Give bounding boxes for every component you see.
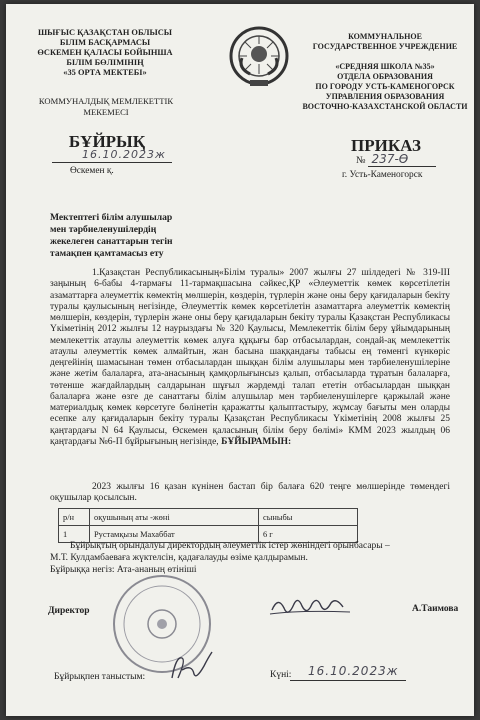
- city-russian: г. Усть-Каменогорск: [342, 170, 423, 180]
- org-line: ПО ГОРОДУ УСТЬ-КАМЕНОГОРСК: [315, 82, 455, 91]
- doc-title-russian: ПРИКАЗ: [351, 136, 421, 155]
- order-number: [356, 152, 408, 166]
- cell-name: Рустамқызы Махаббат: [90, 526, 259, 543]
- tail-line: М.Т. Кулдамбаеваға жүктелсін, қадағалауды өзіме қалдырамын.: [50, 553, 308, 563]
- director-signature: [268, 592, 358, 620]
- org-line: [302, 52, 468, 62]
- date-underline-bottom: [290, 680, 406, 681]
- col-header-no: р/н: [59, 509, 90, 526]
- subject-line: жекелеген санаттарын тегін: [50, 236, 173, 247]
- acknowledged-label: Бұйрықпен таныстым:: [54, 672, 146, 682]
- city-kazakh: Өскемен қ.: [70, 166, 114, 176]
- subject-line: тамақпен қамтамасыз ету: [50, 248, 164, 259]
- org-line: ГОСУДАРСТВЕННОЕ УЧРЕЖДЕНИЕ: [312, 42, 458, 51]
- col-header-class: сыныбы: [259, 509, 358, 526]
- tail-line: Бұйрыққа негіз: Ата-ананың өтініші: [50, 565, 197, 575]
- org-line: БІЛІМ БАСҚАРМАСЫ: [59, 38, 151, 47]
- org-line: УПРАВЛЕНИЯ ОБРАЗОВАНИЯ: [325, 92, 445, 101]
- org-line: ШЫҒЫС ҚАЗАҚСТАН ОБЛЫСЫ: [37, 28, 173, 37]
- org-line: БІЛІМ БӨЛІМІНІҢ: [66, 58, 144, 67]
- cell-no: 1: [59, 526, 90, 543]
- handwritten-date-bottom: 16.10.2023ж: [308, 664, 399, 678]
- org-name-russian: [302, 32, 468, 112]
- subject-line: мен тәрбиеленушілердің: [50, 224, 157, 235]
- body-paragraph: 1.Қазақстан Республикасының«Білім туралы» 2007 жылғы 27 шілдедегі № 319-ІІІ заңының 6-бабы 4-тармағы 11-тармақшасына сәйкес,ҚР «Әлеуметтік көмек көрсетілетін азаматтарға әлеуметтік көмектің мөлшерін, көздерін, түрлерін және оны беру қағидаларын бекіту туралы қаулысының негізінде, Әлеуметтік көмек көрсетілетін азаматтарға әлеуметтік көмектің мөлшерін, көздерін, түрлерін және оны беру қағидаларын бекіту туралы Қазақстан Республикасы Үкіметінің 2012 жылғы 12 наурыздағы № 320 Қаулысы, Мемлекеттік білім беру ұйымдарының мемлекеттік атаулы әлеуметтік көмек алуға құқығы бар отбасылардан, сондай-ақ мемлекеттік атаулы әлеуметтік көмек алмайтын, жан басына шаққандағы табысы ең төменгі күнкөріс деңгейінің шамасынан төмен отбасылардан шыққан білім алушылары мен тәрбиеленушілеріне және жетім балаларға, ата-анасының қамқорлығынсыз қалып, отбасыларда тұратын балаларға, төтенше жағдайлардың салдарынан шұғыл жәрдемді талап ететін отбасылардан шыққан балаларға және өзге де санаттағы білім алушылар мен тәрбиеленушілерге қаржылай және материалдық көмек көрсетуге бөлінетін қаражатты қалыптастыру, жұмсау бағыты мен оларды есепке алу қағидаларын бекіту туралы Қазақстан Республикасы Үкіметінің 2008 жылғы 25 қаңтардағы N 64 Қаулысы, Өскемен қаласының білім беру бөлімі» КММ 2023 жылдың 06 қаңтардағы №6-П бұйрығының негізінде,: [50, 268, 450, 447]
- org-line: ВОСТОЧНО-КАЗАХСТАНСКОЙ ОБЛАСТИ: [302, 102, 468, 111]
- number-sign: №: [356, 155, 366, 166]
- number-underline: [368, 166, 436, 167]
- state-emblem-icon: [228, 24, 290, 90]
- order-text: 2023 жылғы 16 қазан күнінен бастап бір балаға 620 теңге мөлшерінде төмендегі оқушылар қосылсын.: [50, 482, 450, 504]
- director-name: А.Таимова: [412, 604, 459, 614]
- director-label: Директор: [48, 606, 90, 616]
- table-header-row: [59, 509, 358, 526]
- acknowledgement-signature: [166, 648, 226, 688]
- org-type-line: КОММУНАЛДЫҚ МЕМЛЕКЕТТІК: [38, 96, 174, 106]
- col-header-name: оқушының аты -жөні: [90, 509, 259, 526]
- org-name-kazakh: [20, 28, 190, 78]
- org-line: «35 ОРТА МЕКТЕБІ»: [63, 68, 147, 77]
- org-line: «СРЕДНЯЯ ШКОЛА №35»: [335, 62, 435, 71]
- org-line: КОММУНАЛЬНОЕ: [348, 32, 422, 41]
- order-word: БҰЙЫРАМЫН:: [221, 436, 292, 447]
- subject-line: Мектептегі білім алушылар: [50, 212, 173, 223]
- order-subject: [50, 212, 250, 260]
- order-tail: [50, 540, 450, 576]
- doc-title-kazakh: БҰЙРЫҚ: [68, 132, 146, 151]
- org-type-line: МЕКЕМЕСІ: [83, 107, 129, 117]
- handwritten-number: 237-Ө: [371, 152, 409, 166]
- date-label: Күні:: [270, 670, 292, 680]
- org-line: ӨСКЕМЕН ҚАЛАСЫ БОЙЫНША: [37, 48, 173, 57]
- org-line: ОТДЕЛА ОБРАЗОВАНИЯ: [337, 72, 433, 81]
- tail-line: Бұйрықтың орындалуы директордың әлеуметтік істер жөніндегі орынбасары –: [70, 541, 390, 551]
- date-underline: [52, 162, 172, 163]
- handwritten-date: 16.10.2023ж: [82, 148, 166, 161]
- org-type-kazakh: [26, 96, 186, 118]
- document-page: [6, 4, 474, 716]
- students-table: [58, 508, 358, 543]
- cell-class: 6 г: [259, 526, 358, 543]
- order-body: [50, 268, 450, 448]
